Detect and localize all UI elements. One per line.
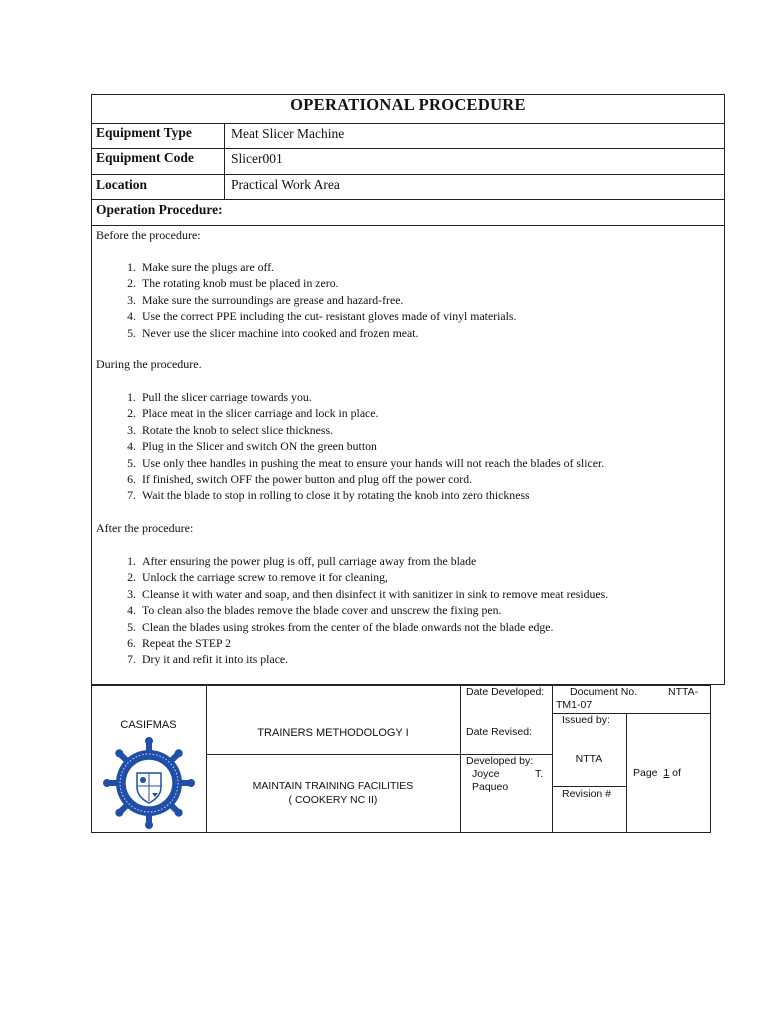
location-value: Practical Work Area bbox=[231, 177, 340, 192]
page-label: Page bbox=[633, 767, 658, 779]
after-steps bbox=[127, 553, 609, 668]
document-no-value-cont: TM1-07 bbox=[556, 699, 593, 711]
list-item: 7. Dry it and refit it into its place. bbox=[127, 652, 289, 667]
module-title-line2: ( COOKERY NC II) bbox=[288, 794, 378, 806]
list-item: 4. To clean also the blades remove the blade cover and unscrew the fixing pen. bbox=[127, 603, 502, 618]
issued-by-label: Issued by: bbox=[562, 714, 610, 726]
org-name: CASIFMAS bbox=[120, 719, 177, 731]
operation-procedure-label: Operation Procedure: bbox=[96, 202, 223, 217]
developed-by-label: Developed by: bbox=[466, 755, 534, 767]
course-title: TRAINERS METHODOLOGY I bbox=[257, 727, 409, 739]
list-item: 5. Never use the slicer machine into cooked and frozen meat. bbox=[127, 325, 419, 340]
during-heading: During the procedure. bbox=[96, 357, 202, 371]
list-item: 2. The rotating knob must be placed in zero. bbox=[127, 276, 339, 291]
page-number: 1 bbox=[663, 767, 670, 779]
before-heading: Before the procedure: bbox=[96, 228, 201, 242]
list-item: 2. Place meat in the slicer carriage and lock in place. bbox=[127, 406, 379, 421]
list-item: 3. Make sure the surroundings are grease and hazard-free. bbox=[127, 292, 404, 307]
list-item: 5. Use only thee handles in pushing the meat to ensure your hands will not reach the blades of slicer. bbox=[127, 455, 605, 470]
equipment-code-label: Equipment Code bbox=[96, 150, 194, 165]
developer-initial: T. bbox=[535, 768, 544, 780]
list-item: 5. Clean the blades using strokes from the center of the blade onwards not the blade edge. bbox=[127, 619, 554, 634]
developer-first-name: Joyce bbox=[472, 768, 500, 780]
during-steps bbox=[127, 389, 605, 504]
list-item: 7. Wait the blade to stop in rolling to close it by rotating the knob into zero thickness bbox=[127, 488, 530, 503]
revision-label: Revision # bbox=[562, 788, 612, 800]
equipment-type-value: Meat Slicer Machine bbox=[231, 126, 345, 141]
module-title-line1: MAINTAIN TRAINING FACILITIES bbox=[252, 780, 414, 792]
page-of: of bbox=[672, 767, 681, 779]
list-item: 6. Repeat the STEP 2 bbox=[127, 635, 232, 650]
date-developed-label: Date Developed: bbox=[466, 686, 545, 698]
after-heading: After the procedure: bbox=[96, 521, 194, 535]
list-item: 2. Unlock the carriage screw to remove it for cleaning, bbox=[127, 570, 388, 585]
date-revised-label: Date Revised: bbox=[466, 726, 532, 738]
location-label: Location bbox=[96, 177, 148, 192]
document-no-label: Document No. bbox=[570, 686, 638, 698]
issued-by-value: NTTA bbox=[575, 753, 603, 765]
ship-wheel-seal-icon bbox=[103, 737, 195, 829]
page-indicator bbox=[633, 767, 681, 779]
list-item: 6. If finished, switch OFF the power button and plug off the power cord. bbox=[127, 471, 473, 486]
developer-last-name: Paqueo bbox=[472, 781, 509, 793]
page-title: OPERATIONAL PROCEDURE bbox=[290, 95, 526, 114]
list-item: 4. Use the correct PPE including the cut- resistant gloves made of vinyl materials. bbox=[127, 309, 517, 324]
list-item: 3. Rotate the knob to select slice thickness. bbox=[127, 422, 333, 437]
list-item: 1. Pull the slicer carriage towards you. bbox=[127, 390, 312, 404]
list-item: 3. Cleanse it with water and soap, and then disinfect it with sanitizer in sink to remove meat residues. bbox=[127, 586, 609, 601]
document-no-value: NTTA- bbox=[668, 686, 699, 698]
list-item: 4. Plug in the Slicer and switch ON the green button bbox=[127, 439, 377, 454]
equipment-type-label: Equipment Type bbox=[96, 125, 192, 140]
equipment-code-value: Slicer001 bbox=[231, 151, 283, 166]
list-item: 1. After ensuring the power plug is off, pull carriage away from the blade bbox=[127, 554, 477, 568]
list-item: 1. Make sure the plugs are off. bbox=[127, 260, 275, 274]
before-steps bbox=[127, 259, 517, 341]
